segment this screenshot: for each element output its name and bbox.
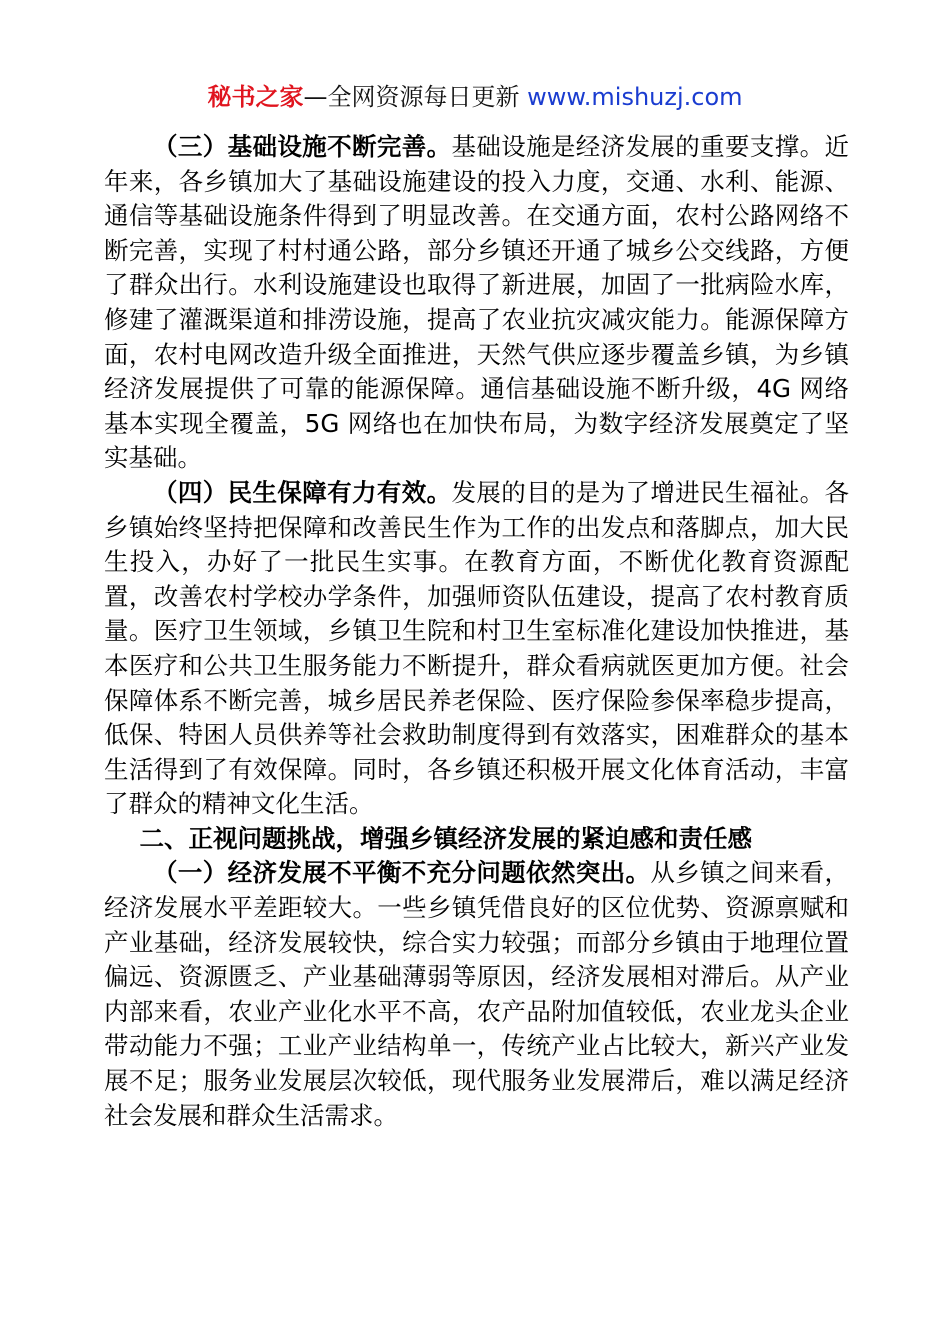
paragraph-livelihood — [104, 476, 849, 822]
paragraph-imbalance — [104, 856, 849, 1133]
paragraph-text: 从乡镇之间来看，经济发展水平差距较大。一些乡镇凭借良好的区位优势、资源禀赋和产业基础，经济发展较快，综合实力较强；而部分乡镇由于地理位置偏远、资源匮乏、产业基础薄弱等原因，经济发展相对滞后。从产业内部来看，农业产业化水平不高，农产品附加值较低，农业龙头企业带动能力不强；工业产业结构单一，传统产业占比较大，新兴产业发展不足；服务业发展层次较低，现代服务业发展滞后，难以满足经济社会发展和群众生活需求。 — [104, 858, 849, 1130]
paragraph-lead: （三）基础设施不断完善。 — [153, 132, 452, 161]
page-header — [0, 80, 950, 114]
paragraph-lead: （四）民生保障有力有效。 — [153, 477, 452, 507]
paragraph-text: 发展的目的是为了增进民生福祉。各乡镇始终坚持把保障和改善民生作为工作的出发点和落脚点，加大民生投入，办好了一批民生实事。在教育方面，不断优化教育资源配置，改善农村学校办学条件，加强师资队伍建设，提高了农村教育质量。医疗卫生领域，乡镇卫生院和村卫生室标准化建设加快推进，基本医疗和公共卫生服务能力不断提升，群众看病就医更加方便。社会保障体系不断完善，城乡居民养老保险、医疗保险参保率稳步提高，低保、特困人员供养等社会救助制度得到有效落实，困难群众的基本生活得到了有效保障。同时，各乡镇还积极开展文化体育活动，丰富了群众的精神文化生活。 — [104, 477, 850, 819]
paragraph-text: 基础设施是经济发展的重要支撑。近年来，各乡镇加大了基础设施建设的投入力度，交通、水利、能源、通信等基础设施条件得到了明显改善。在交通方面，农村公路网络不断完善，实现了村村通公路，部分乡镇还开通了城乡公交线路，方便了群众出行。水利设施建设也取得了新进展，加固了一批病险水库，修建了灌溉渠道和排涝设施，提高了农业抗灾减灾能力。能源保障方面，农村电网改造升级全面推进，天然气供应逐步覆盖乡镇，为乡镇经济发展提供了可靠的能源保障。通信基础设施不断升级，4G 网络基本实现全覆盖，5G 网络也在加快布局，为数字经济发展奠定了坚实基础。 — [104, 132, 850, 473]
document-body — [104, 130, 849, 1133]
section-heading: 二、正视问题挑战，增强乡镇经济发展的紧迫感和责任感 — [139, 823, 753, 853]
paragraph-lead: （一）经济发展不平衡不充分问题依然突出。 — [153, 858, 651, 888]
paragraph-infrastructure — [104, 130, 849, 476]
header-tagline: —全网资源每日更新 — [303, 83, 528, 111]
brand-name: 秘书之家 — [207, 83, 304, 111]
website-link[interactable]: www.mishuzj.com — [527, 83, 743, 111]
